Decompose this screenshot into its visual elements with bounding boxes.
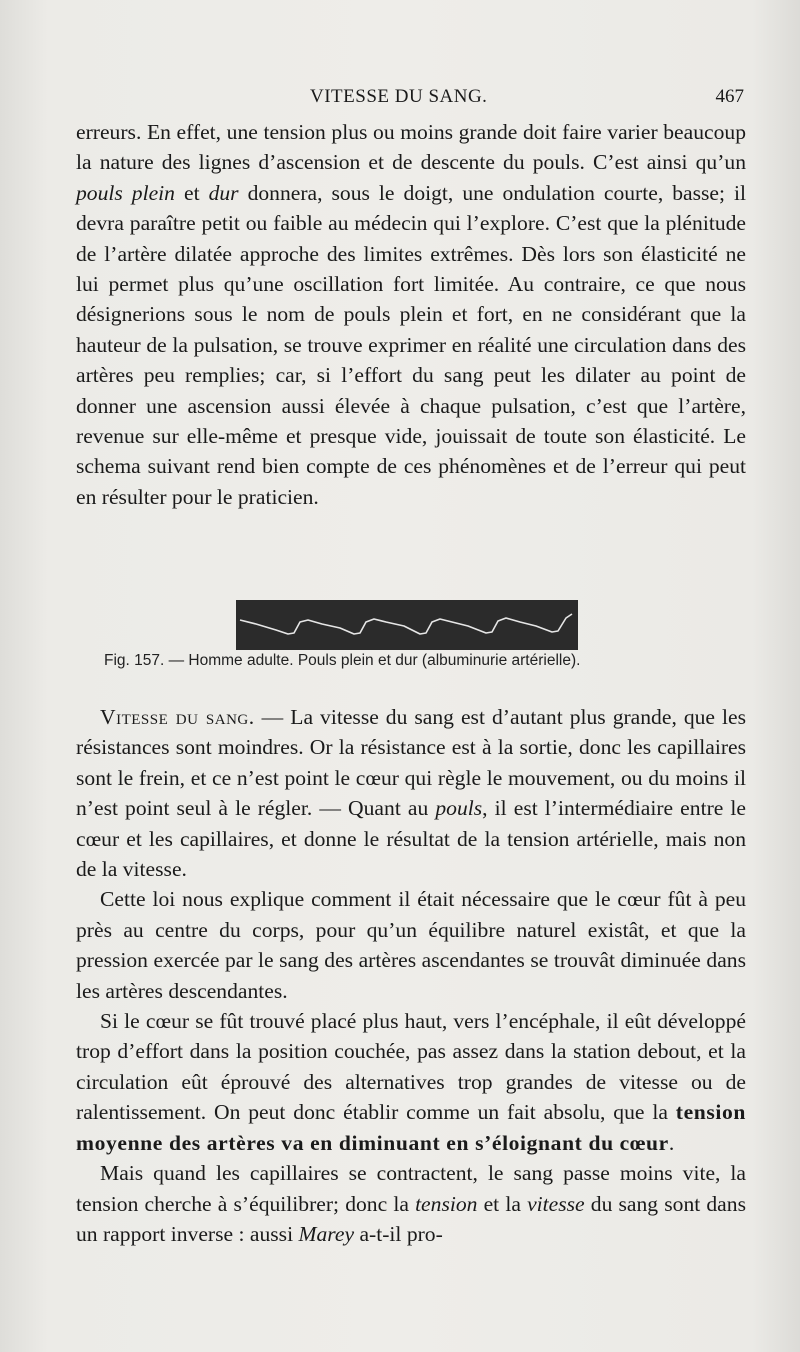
figure-caption: Fig. 157. — Homme adulte. Pouls plein et dur (albuminurie artérielle). (104, 652, 581, 669)
page-number: 467 (715, 86, 744, 107)
italic-term: tension (415, 1191, 478, 1216)
text-run: donnera, sous le doigt, une ondulation courte, basse; il devra paraître petit ou faible au médecin qui l’explore. C’est que la plénitude de l’artère dilatée approche des limites extrêmes. Dès lors son élasticité ne lui permet plus qu’une oscillation fort limitée. Au contraire, ce que nous désignerions sous le nom de pouls plein et fort, en ne considérant que la hauteur de la pulsation, se trouve exprimer en réalité une circulation dans des artères peu remplies; car, si l’effort du sang peut les dilater au point de donner une ascension aussi élevée à chaque pulsation, c’est que l’artère, revenue sur elle-même et presque vide, jouissait de toute son élasticité. Le schema suivant rend bien compte de ces phénomènes et de l’erreur qui peut en résulter pour le praticien. (76, 180, 746, 509)
paragraph-capillaires (76, 1158, 746, 1249)
italic-term: vitesse (527, 1191, 585, 1216)
italic-term: Marey (298, 1221, 355, 1246)
text-run: et la (477, 1191, 528, 1216)
text-run: erreurs. En effet, une tension plus ou moins grande doit faire varier beaucoup la nature des lignes d’ascension et de descente du pouls. C’est ainsi qu’un (76, 120, 746, 175)
text-run: . (668, 1130, 675, 1155)
text-run: du sang sont dans un rapport inverse : aussi (76, 1191, 746, 1246)
text-run: — La vitesse du sang est d’autant plus grande, que les résistances sont moindres. Or la résistance est à la sortie, donc les capillaires sont le frein, et ce n’est point le cœur qui règle le mouvement, ou du moins il n’est point seul à le régler. — Quant au (76, 705, 747, 821)
paragraph-loi (76, 884, 746, 1006)
paragraph-pulse-tension (76, 117, 746, 512)
text-run: a-t-il pro- (354, 1221, 443, 1246)
page-header (78, 86, 744, 114)
running-head: VITESSE DU SANG. (310, 86, 488, 107)
section-vitesse-du-sang (76, 702, 746, 1249)
pulse-tracing-figure (236, 600, 578, 650)
text-run: Mais quand les capillaires se contractent, le sang passe moins vite, la tension cherche à s’équilibrer; donc la (76, 1161, 746, 1216)
text-run: et (174, 180, 209, 205)
section-heading: Vitesse du sang. (100, 705, 255, 729)
text-run: Cette loi nous explique comment il était nécessaire que le cœur fût à peu près au centre du corps, pour qu’un équilibre naturel existât, et que la pression exercée par le sang des artères ascendantes se trouvât diminuée dans les artères descendantes. (76, 887, 746, 1003)
italic-term: pouls (435, 796, 483, 821)
bold-statement: tension moyenne des artères va en diminuant en s’éloignant du cœur (76, 1100, 746, 1155)
paragraph-coeur (76, 1006, 746, 1158)
pulse-tracing-wave (236, 600, 578, 650)
italic-term: dur (208, 180, 239, 205)
paragraph-vitesse (76, 702, 746, 884)
italic-term: pouls plein (76, 180, 175, 205)
text-run: , il est l’intermédiaire entre le cœur et les capillaires, et donne le résultat de la tension artérielle, mais non de la vitesse. (76, 796, 747, 882)
text-run: Si le cœur se fût trouvé placé plus haut, vers l’encéphale, il eût développé trop d’effort dans la position couchée, pas assez dans la station debout, et la circulation eût éprouvé des alternatives trop grandes de vitesse ou de ralentissement. On peut donc établir comme un fait absolu, que la (76, 1009, 746, 1125)
